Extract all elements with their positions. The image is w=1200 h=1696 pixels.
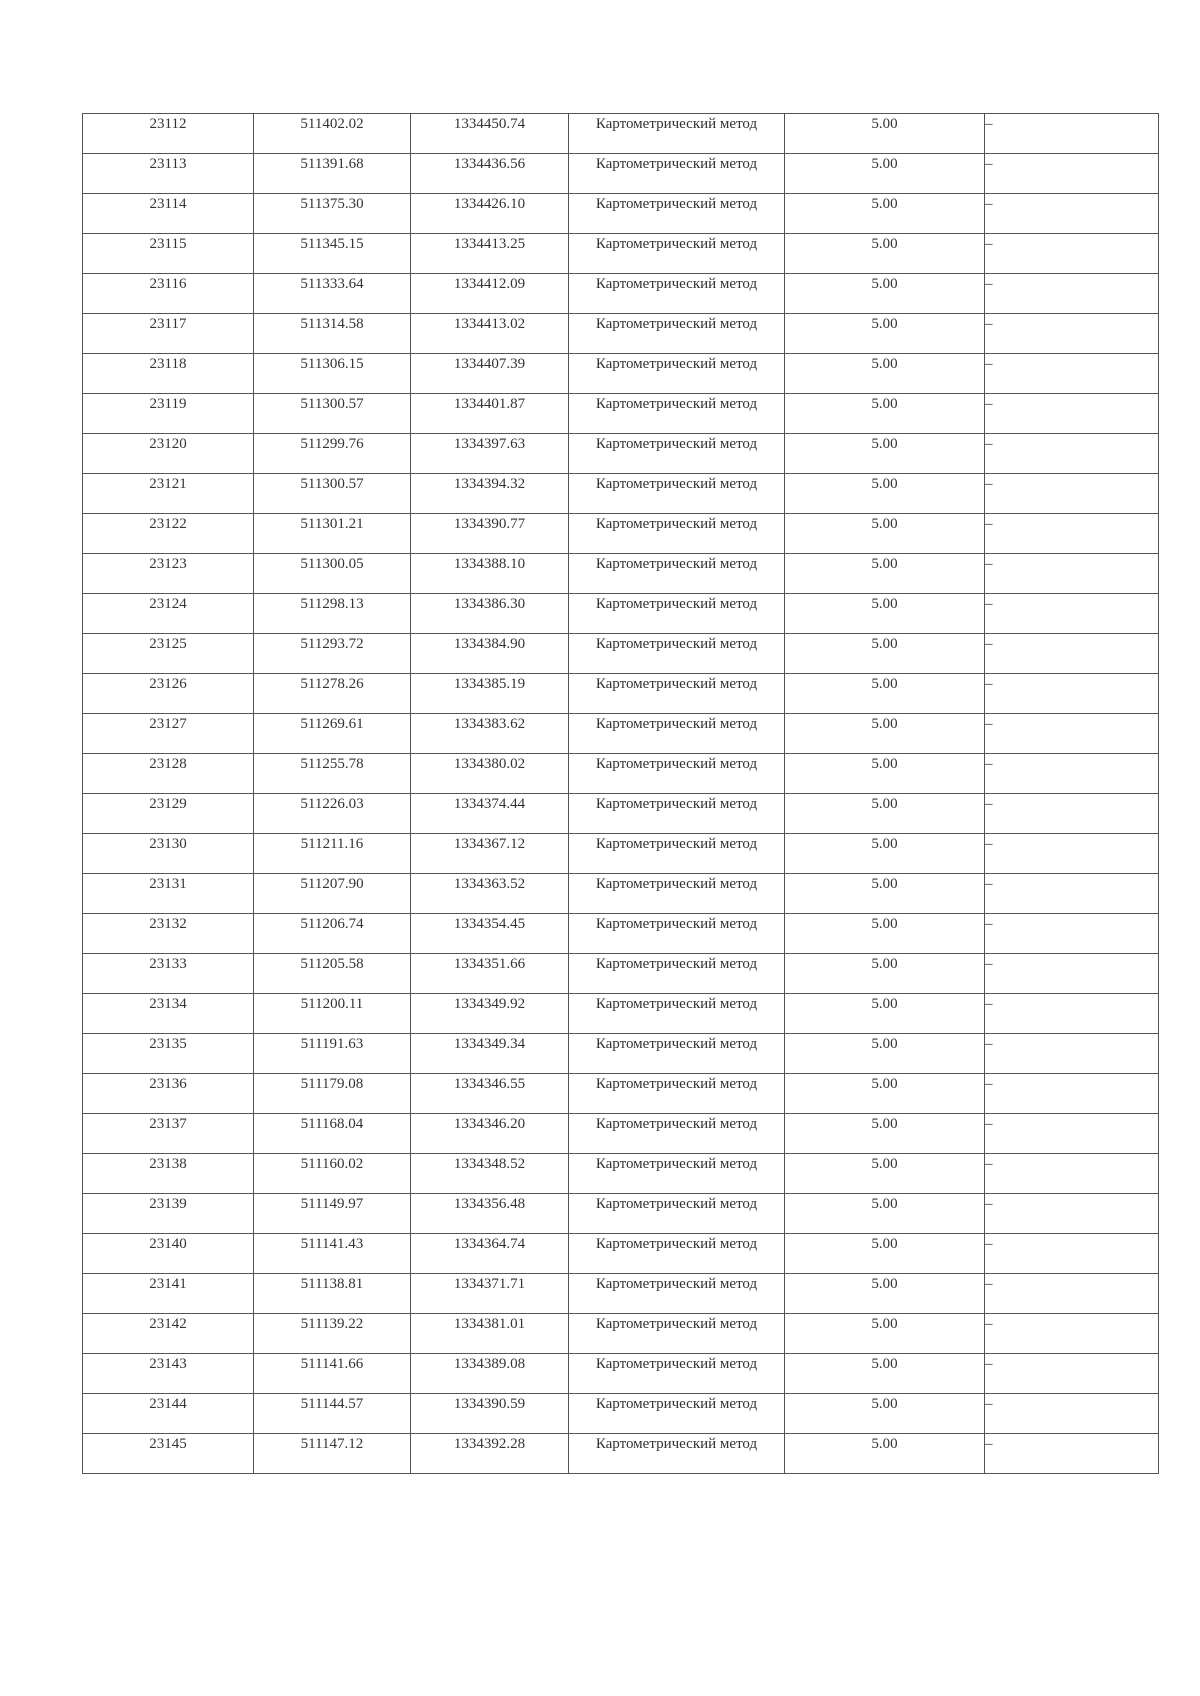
x-coordinate-cell: 511141.43 <box>254 1234 411 1274</box>
y-coordinate-cell: 1334385.19 <box>411 674 569 714</box>
y-coordinate-cell: 1334354.45 <box>411 914 569 954</box>
accuracy-cell: 5.00 <box>785 1074 985 1114</box>
x-coordinate-cell: 511255.78 <box>254 754 411 794</box>
accuracy-cell: 5.00 <box>785 354 985 394</box>
note-cell: – <box>985 394 1159 434</box>
y-coordinate-cell: 1334349.34 <box>411 1034 569 1074</box>
method-cell: Картометрический метод <box>569 314 785 354</box>
table-row <box>83 194 1159 234</box>
note-cell: – <box>985 1434 1159 1474</box>
method-cell: Картометрический метод <box>569 194 785 234</box>
note-cell: – <box>985 114 1159 154</box>
accuracy-cell: 5.00 <box>785 634 985 674</box>
table-row <box>83 594 1159 634</box>
y-coordinate-cell: 1334450.74 <box>411 114 569 154</box>
accuracy-cell: 5.00 <box>785 954 985 994</box>
point-number-cell: 23144 <box>83 1394 254 1434</box>
y-coordinate-cell: 1334356.48 <box>411 1194 569 1234</box>
point-number-cell: 23136 <box>83 1074 254 1114</box>
point-number-cell: 23119 <box>83 394 254 434</box>
table-row <box>83 234 1159 274</box>
table-row <box>83 1234 1159 1274</box>
point-number-cell: 23122 <box>83 514 254 554</box>
accuracy-cell: 5.00 <box>785 594 985 634</box>
note-cell: – <box>985 714 1159 754</box>
point-number-cell: 23120 <box>83 434 254 474</box>
x-coordinate-cell: 511402.02 <box>254 114 411 154</box>
x-coordinate-cell: 511147.12 <box>254 1434 411 1474</box>
point-number-cell: 23129 <box>83 794 254 834</box>
y-coordinate-cell: 1334436.56 <box>411 154 569 194</box>
point-number-cell: 23114 <box>83 194 254 234</box>
point-number-cell: 23135 <box>83 1034 254 1074</box>
coordinates-table <box>82 113 1159 1474</box>
y-coordinate-cell: 1334401.87 <box>411 394 569 434</box>
y-coordinate-cell: 1334384.90 <box>411 634 569 674</box>
point-number-cell: 23113 <box>83 154 254 194</box>
accuracy-cell: 5.00 <box>785 194 985 234</box>
y-coordinate-cell: 1334348.52 <box>411 1154 569 1194</box>
x-coordinate-cell: 511160.02 <box>254 1154 411 1194</box>
table-row <box>83 754 1159 794</box>
point-number-cell: 23134 <box>83 994 254 1034</box>
table-row <box>83 354 1159 394</box>
x-coordinate-cell: 511293.72 <box>254 634 411 674</box>
point-number-cell: 23131 <box>83 874 254 914</box>
accuracy-cell: 5.00 <box>785 1274 985 1314</box>
point-number-cell: 23130 <box>83 834 254 874</box>
accuracy-cell: 5.00 <box>785 1234 985 1274</box>
point-number-cell: 23123 <box>83 554 254 594</box>
table-row <box>83 274 1159 314</box>
method-cell: Картометрический метод <box>569 594 785 634</box>
accuracy-cell: 5.00 <box>785 1114 985 1154</box>
method-cell: Картометрический метод <box>569 794 785 834</box>
y-coordinate-cell: 1334346.55 <box>411 1074 569 1114</box>
y-coordinate-cell: 1334413.25 <box>411 234 569 274</box>
table-row <box>83 1354 1159 1394</box>
coordinates-table-body <box>83 114 1159 1474</box>
table-row <box>83 954 1159 994</box>
table-row <box>83 1154 1159 1194</box>
method-cell: Картометрический метод <box>569 114 785 154</box>
point-number-cell: 23118 <box>83 354 254 394</box>
y-coordinate-cell: 1334390.59 <box>411 1394 569 1434</box>
method-cell: Картометрический метод <box>569 394 785 434</box>
x-coordinate-cell: 511300.57 <box>254 474 411 514</box>
method-cell: Картометрический метод <box>569 1154 785 1194</box>
point-number-cell: 23132 <box>83 914 254 954</box>
accuracy-cell: 5.00 <box>785 394 985 434</box>
table-row <box>83 834 1159 874</box>
table-row <box>83 1394 1159 1434</box>
table-row <box>83 1194 1159 1234</box>
x-coordinate-cell: 511144.57 <box>254 1394 411 1434</box>
note-cell: – <box>985 154 1159 194</box>
table-row <box>83 1434 1159 1474</box>
table-row <box>83 474 1159 514</box>
note-cell: – <box>985 314 1159 354</box>
y-coordinate-cell: 1334349.92 <box>411 994 569 1034</box>
y-coordinate-cell: 1334390.77 <box>411 514 569 554</box>
point-number-cell: 23126 <box>83 674 254 714</box>
x-coordinate-cell: 511211.16 <box>254 834 411 874</box>
note-cell: – <box>985 514 1159 554</box>
method-cell: Картометрический метод <box>569 994 785 1034</box>
method-cell: Картометрический метод <box>569 834 785 874</box>
point-number-cell: 23145 <box>83 1434 254 1474</box>
method-cell: Картометрический метод <box>569 1314 785 1354</box>
y-coordinate-cell: 1334392.28 <box>411 1434 569 1474</box>
table-row <box>83 714 1159 754</box>
x-coordinate-cell: 511298.13 <box>254 594 411 634</box>
note-cell: – <box>985 994 1159 1034</box>
note-cell: – <box>985 954 1159 994</box>
note-cell: – <box>985 794 1159 834</box>
table-row <box>83 514 1159 554</box>
table-row <box>83 1274 1159 1314</box>
accuracy-cell: 5.00 <box>785 314 985 354</box>
accuracy-cell: 5.00 <box>785 794 985 834</box>
point-number-cell: 23115 <box>83 234 254 274</box>
note-cell: – <box>985 874 1159 914</box>
table-row <box>83 794 1159 834</box>
point-number-cell: 23139 <box>83 1194 254 1234</box>
note-cell: – <box>985 674 1159 714</box>
note-cell: – <box>985 1274 1159 1314</box>
note-cell: – <box>985 1354 1159 1394</box>
table-row <box>83 1314 1159 1354</box>
note-cell: – <box>985 274 1159 314</box>
table-row <box>83 394 1159 434</box>
method-cell: Картометрический метод <box>569 234 785 274</box>
x-coordinate-cell: 511200.11 <box>254 994 411 1034</box>
y-coordinate-cell: 1334383.62 <box>411 714 569 754</box>
method-cell: Картометрический метод <box>569 714 785 754</box>
note-cell: – <box>985 1394 1159 1434</box>
point-number-cell: 23140 <box>83 1234 254 1274</box>
note-cell: – <box>985 1314 1159 1354</box>
accuracy-cell: 5.00 <box>785 1314 985 1354</box>
accuracy-cell: 5.00 <box>785 874 985 914</box>
x-coordinate-cell: 511179.08 <box>254 1074 411 1114</box>
note-cell: – <box>985 594 1159 634</box>
table-row <box>83 434 1159 474</box>
x-coordinate-cell: 511300.05 <box>254 554 411 594</box>
x-coordinate-cell: 511205.58 <box>254 954 411 994</box>
x-coordinate-cell: 511138.81 <box>254 1274 411 1314</box>
x-coordinate-cell: 511278.26 <box>254 674 411 714</box>
x-coordinate-cell: 511149.97 <box>254 1194 411 1234</box>
method-cell: Картометрический метод <box>569 754 785 794</box>
x-coordinate-cell: 511299.76 <box>254 434 411 474</box>
note-cell: – <box>985 914 1159 954</box>
x-coordinate-cell: 511301.21 <box>254 514 411 554</box>
y-coordinate-cell: 1334374.44 <box>411 794 569 834</box>
table-row <box>83 874 1159 914</box>
note-cell: – <box>985 434 1159 474</box>
accuracy-cell: 5.00 <box>785 1394 985 1434</box>
y-coordinate-cell: 1334394.32 <box>411 474 569 514</box>
note-cell: – <box>985 1194 1159 1234</box>
point-number-cell: 23141 <box>83 1274 254 1314</box>
note-cell: – <box>985 194 1159 234</box>
note-cell: – <box>985 754 1159 794</box>
point-number-cell: 23143 <box>83 1354 254 1394</box>
accuracy-cell: 5.00 <box>785 1434 985 1474</box>
accuracy-cell: 5.00 <box>785 1354 985 1394</box>
note-cell: – <box>985 1234 1159 1274</box>
point-number-cell: 23133 <box>83 954 254 994</box>
y-coordinate-cell: 1334351.66 <box>411 954 569 994</box>
point-number-cell: 23128 <box>83 754 254 794</box>
method-cell: Картометрический метод <box>569 354 785 394</box>
x-coordinate-cell: 511226.03 <box>254 794 411 834</box>
note-cell: – <box>985 1074 1159 1114</box>
y-coordinate-cell: 1334380.02 <box>411 754 569 794</box>
x-coordinate-cell: 511333.64 <box>254 274 411 314</box>
accuracy-cell: 5.00 <box>785 714 985 754</box>
note-cell: – <box>985 1034 1159 1074</box>
y-coordinate-cell: 1334426.10 <box>411 194 569 234</box>
method-cell: Картометрический метод <box>569 474 785 514</box>
accuracy-cell: 5.00 <box>785 274 985 314</box>
x-coordinate-cell: 511139.22 <box>254 1314 411 1354</box>
accuracy-cell: 5.00 <box>785 834 985 874</box>
point-number-cell: 23121 <box>83 474 254 514</box>
accuracy-cell: 5.00 <box>785 994 985 1034</box>
y-coordinate-cell: 1334381.01 <box>411 1314 569 1354</box>
y-coordinate-cell: 1334388.10 <box>411 554 569 594</box>
point-number-cell: 23112 <box>83 114 254 154</box>
y-coordinate-cell: 1334397.63 <box>411 434 569 474</box>
point-number-cell: 23127 <box>83 714 254 754</box>
point-number-cell: 23137 <box>83 1114 254 1154</box>
x-coordinate-cell: 511375.30 <box>254 194 411 234</box>
method-cell: Картометрический метод <box>569 1434 785 1474</box>
method-cell: Картометрический метод <box>569 1074 785 1114</box>
x-coordinate-cell: 511207.90 <box>254 874 411 914</box>
method-cell: Картометрический метод <box>569 914 785 954</box>
note-cell: – <box>985 234 1159 274</box>
accuracy-cell: 5.00 <box>785 154 985 194</box>
method-cell: Картометрический метод <box>569 554 785 594</box>
y-coordinate-cell: 1334371.71 <box>411 1274 569 1314</box>
note-cell: – <box>985 1154 1159 1194</box>
method-cell: Картометрический метод <box>569 1114 785 1154</box>
x-coordinate-cell: 511141.66 <box>254 1354 411 1394</box>
y-coordinate-cell: 1334412.09 <box>411 274 569 314</box>
x-coordinate-cell: 511269.61 <box>254 714 411 754</box>
x-coordinate-cell: 511391.68 <box>254 154 411 194</box>
method-cell: Картометрический метод <box>569 634 785 674</box>
point-number-cell: 23116 <box>83 274 254 314</box>
method-cell: Картометрический метод <box>569 154 785 194</box>
accuracy-cell: 5.00 <box>785 1034 985 1074</box>
point-number-cell: 23138 <box>83 1154 254 1194</box>
table-row <box>83 1034 1159 1074</box>
note-cell: – <box>985 474 1159 514</box>
accuracy-cell: 5.00 <box>785 754 985 794</box>
y-coordinate-cell: 1334363.52 <box>411 874 569 914</box>
method-cell: Картометрический метод <box>569 1194 785 1234</box>
point-number-cell: 23117 <box>83 314 254 354</box>
accuracy-cell: 5.00 <box>785 474 985 514</box>
method-cell: Картометрический метод <box>569 954 785 994</box>
accuracy-cell: 5.00 <box>785 914 985 954</box>
note-cell: – <box>985 834 1159 874</box>
point-number-cell: 23124 <box>83 594 254 634</box>
method-cell: Картометрический метод <box>569 874 785 914</box>
x-coordinate-cell: 511306.15 <box>254 354 411 394</box>
method-cell: Картометрический метод <box>569 1274 785 1314</box>
note-cell: – <box>985 554 1159 594</box>
method-cell: Картометрический метод <box>569 434 785 474</box>
y-coordinate-cell: 1334346.20 <box>411 1114 569 1154</box>
method-cell: Картометрический метод <box>569 1354 785 1394</box>
table-row <box>83 554 1159 594</box>
note-cell: – <box>985 354 1159 394</box>
table-row <box>83 154 1159 194</box>
method-cell: Картометрический метод <box>569 514 785 554</box>
y-coordinate-cell: 1334386.30 <box>411 594 569 634</box>
note-cell: – <box>985 1114 1159 1154</box>
x-coordinate-cell: 511168.04 <box>254 1114 411 1154</box>
table-row <box>83 914 1159 954</box>
y-coordinate-cell: 1334367.12 <box>411 834 569 874</box>
accuracy-cell: 5.00 <box>785 1154 985 1194</box>
table-row <box>83 634 1159 674</box>
point-number-cell: 23142 <box>83 1314 254 1354</box>
accuracy-cell: 5.00 <box>785 554 985 594</box>
table-row <box>83 114 1159 154</box>
accuracy-cell: 5.00 <box>785 434 985 474</box>
note-cell: – <box>985 634 1159 674</box>
x-coordinate-cell: 511300.57 <box>254 394 411 434</box>
accuracy-cell: 5.00 <box>785 234 985 274</box>
y-coordinate-cell: 1334389.08 <box>411 1354 569 1394</box>
method-cell: Картометрический метод <box>569 674 785 714</box>
y-coordinate-cell: 1334364.74 <box>411 1234 569 1274</box>
table-row <box>83 1114 1159 1154</box>
method-cell: Картометрический метод <box>569 1234 785 1274</box>
y-coordinate-cell: 1334407.39 <box>411 354 569 394</box>
x-coordinate-cell: 511191.63 <box>254 1034 411 1074</box>
point-number-cell: 23125 <box>83 634 254 674</box>
x-coordinate-cell: 511314.58 <box>254 314 411 354</box>
table-row <box>83 994 1159 1034</box>
accuracy-cell: 5.00 <box>785 674 985 714</box>
accuracy-cell: 5.00 <box>785 1194 985 1234</box>
table-row <box>83 314 1159 354</box>
table-row <box>83 674 1159 714</box>
method-cell: Картометрический метод <box>569 1394 785 1434</box>
accuracy-cell: 5.00 <box>785 514 985 554</box>
table-row <box>83 1074 1159 1114</box>
x-coordinate-cell: 511345.15 <box>254 234 411 274</box>
method-cell: Картометрический метод <box>569 274 785 314</box>
method-cell: Картометрический метод <box>569 1034 785 1074</box>
y-coordinate-cell: 1334413.02 <box>411 314 569 354</box>
x-coordinate-cell: 511206.74 <box>254 914 411 954</box>
accuracy-cell: 5.00 <box>785 114 985 154</box>
